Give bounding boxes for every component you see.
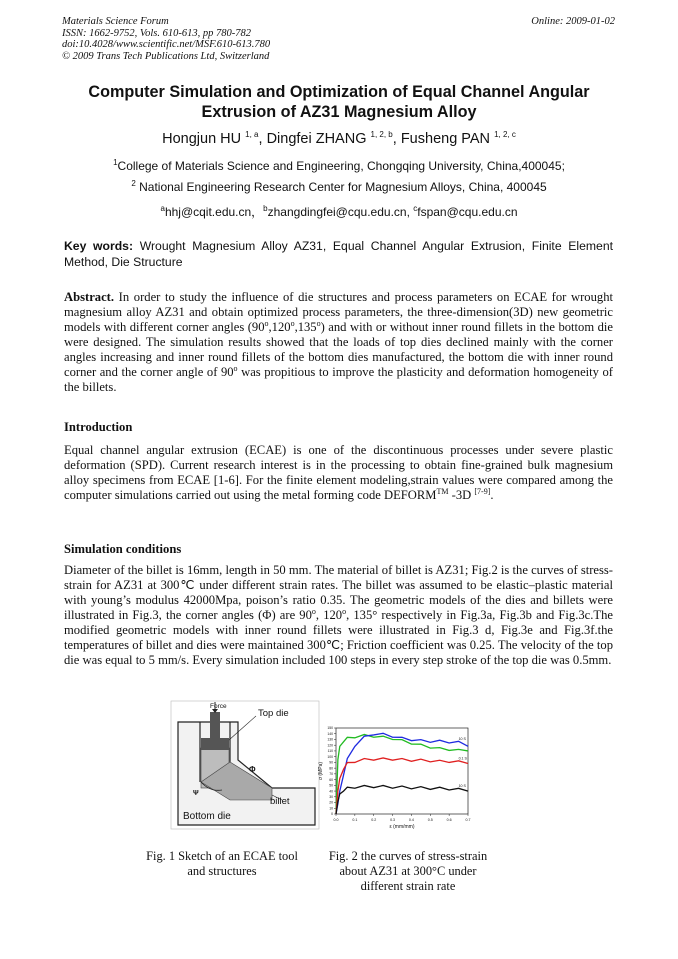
author-affil: 1, a — [245, 130, 259, 140]
y-tick-label: 110 — [327, 749, 333, 754]
email-link[interactable]: hhj@cqit.edu.cn， — [164, 205, 264, 219]
y-tick-label: 100 — [327, 754, 333, 759]
y-tick-label: 130 — [327, 737, 333, 742]
email-list: $^a$hhj@cqit.edu.cn，$^b$zhangdingfei@cqu.edu.cn, $^c$fspan@cqu.edu.cn — [160, 204, 518, 219]
y-tick-label: 60 — [329, 777, 333, 782]
series-line-blue — [336, 733, 468, 814]
keywords: Key words: Wrought Magnesium Alloy AZ31, Equal Channel Angular Extrusion, Finite Element Method, Die Structure — [64, 239, 613, 269]
x-tick-label: 0.5 — [427, 818, 433, 822]
keywords-label: Key words: — [64, 239, 134, 253]
stress-strain-chart — [314, 718, 474, 833]
x-tick-label: 0.1 — [352, 818, 358, 822]
doi-line: doi:10.4028/www.scientific.net/MSF.610-613.780 — [62, 39, 271, 50]
sim-heading: Simulation conditions — [64, 542, 182, 556]
author-name: Fusheng PAN — [400, 131, 491, 147]
fig1-caption: Fig. 1 Sketch of an ECAE tool and structures — [146, 849, 298, 878]
phi-label: Φ — [249, 765, 256, 774]
y-tick-label: 40 — [329, 789, 333, 794]
plot-frame — [336, 728, 468, 814]
billet-label: billet — [270, 796, 290, 807]
email-link[interactable]: fspan@cqu.edu.cn — [417, 205, 518, 219]
citation: [7-9] — [474, 486, 491, 496]
bottom-die-label: Bottom die — [183, 811, 231, 822]
y-tick-label: 150 — [327, 726, 333, 731]
journal-name: Materials Science Forum — [62, 16, 169, 27]
author-name: Dingfei ZHANG — [266, 131, 367, 147]
y-tick-label: 90 — [329, 760, 333, 765]
online-date: Online: 2009-01-02 — [531, 16, 615, 27]
abstract: Abstract. In order to study the influence of die structures and process parameters on ECAE for wrought magnesium alloy AZ31 and obtain optimized process parameters, the three-dimension(3D) new geometric models with different corner angles (90$^o$,120$^o$,135$^o$) and with or without inner round fillets in the bottom die were designed. The simulation results showed that the loads of top dies declined mainly with the corner angles increasing and inner round fillets of the bottom dies manufactured, the bottom die with inner round corner and the corner angle of 90$^o$ was propitious to improve the plasticity and deformation homogeneity of the billets. — [64, 290, 614, 394]
author-affil: 1, 2, c — [494, 130, 516, 140]
fig2-caption: Fig. 2 the curves of stress-strain about AZ31 at 300°C under different strain rate — [328, 849, 488, 893]
ecae-tool-sketch — [170, 700, 320, 830]
x-tick-label: 0.6 — [446, 818, 452, 822]
y-tick-label: 0 — [331, 812, 333, 817]
paper-title: Computer Simulation and Optimization of Equal Channel Angular Extrusion of AZ31 Magnesium Alloy — [88, 83, 590, 121]
running-header — [62, 16, 270, 62]
y-tick-label: 30 — [329, 795, 333, 799]
abstract-label: Abstract. — [64, 290, 115, 304]
y-tick-label: 10 — [329, 806, 333, 811]
issn-line: ISSN: 1662-9752, Vols. 610-613, pp 780-782 — [62, 27, 251, 39]
author-affil: 1, 2, b — [370, 130, 393, 140]
top-die-label: Top die — [258, 708, 289, 719]
series-label-blue: 10 S — [458, 736, 466, 741]
sim-paragraph: Diameter of the billet is 16mm, length in 50 mm. The material of billet is AZ31; Fig.2 is the curves of stress-strain for AZ31 at 300℃ under different strain rates. The billet was assumed to be elastic–plastic material with young’s modulus 42000Mpa, poison’s ratio 0.35. The geometric models of the dies and billets were illustrated in Fig.3, the corner angles (Φ) are 90$^o$, 120$^o$, 135° respectively in Fig.3a, Fig.3b and Fig.3c.The modified geometric models with inner round fillets were illustrated in Fig.3 d, Fig.3e and Fig.3f.the temperatures of billet and dies were maintained 300℃; Friction coefficient was 0.25. The velocity of the top die was equal to 5 mm/s. Every simulation included 100 steps in every step stroke of the top die was 0.5mm. — [64, 563, 613, 667]
y-tick-label: 20 — [329, 800, 333, 805]
x-tick-label: 0.4 — [408, 818, 414, 822]
x-tick-label: 0.0 — [333, 818, 339, 822]
author-name: Hongjun HU — [162, 131, 242, 147]
intro-heading: Introduction — [64, 420, 133, 434]
y-tick-label: 50 — [329, 783, 333, 788]
copyright-line: © 2009 Trans Tech Publications Ltd, Switzerland — [62, 50, 270, 62]
force-label: Force — [210, 703, 227, 710]
series-line-black — [336, 785, 468, 814]
x-axis-label: ε (mm/mm) — [389, 824, 415, 830]
psi-label: Ψ — [193, 790, 199, 797]
series-label-black: 10 S — [458, 783, 466, 788]
series-line-green — [336, 734, 468, 814]
y-axis-label: σ (MPa) — [318, 761, 324, 781]
email-link[interactable]: zhangdingfei@cqu.edu.cn, — [267, 205, 414, 219]
x-tick-label: 0.3 — [390, 818, 396, 822]
affiliation-1: $^1$College of Materials Science and Engineering, Chongqing University, China,400045; — [113, 158, 565, 173]
y-tick-label: 80 — [329, 766, 333, 771]
intro-paragraph: Equal channel angular extrusion (ECAE) is one of the discontinuous processes under severe plastic deformation (SPD). Current research interest is in the processing to obtain fine-grained bulk magnesium alloy specimens from ECAE [1-6]. For the finite element modeling,strain values were compared among the computer simulations carried out using the metal forming code DEFORM™ -3D [7-9]. — [64, 443, 613, 502]
y-tick-label: 120 — [327, 743, 333, 748]
author-list: Hongjun HU $^{1, a}$, Dingfei ZHANG $^{1, 2, b}$, Fusheng PAN $^{1, 2, c}$ — [162, 130, 516, 147]
x-tick-label: 0.7 — [465, 818, 471, 822]
x-tick-label: 0.2 — [371, 818, 377, 822]
y-tick-label: 70 — [329, 772, 333, 777]
affiliation-2: $^2$ National Engineering Research Center for Magnesium Alloys, China, 400045 — [131, 179, 547, 194]
series-label-red: 0.1 S — [458, 756, 467, 761]
y-tick-label: 140 — [327, 731, 333, 736]
